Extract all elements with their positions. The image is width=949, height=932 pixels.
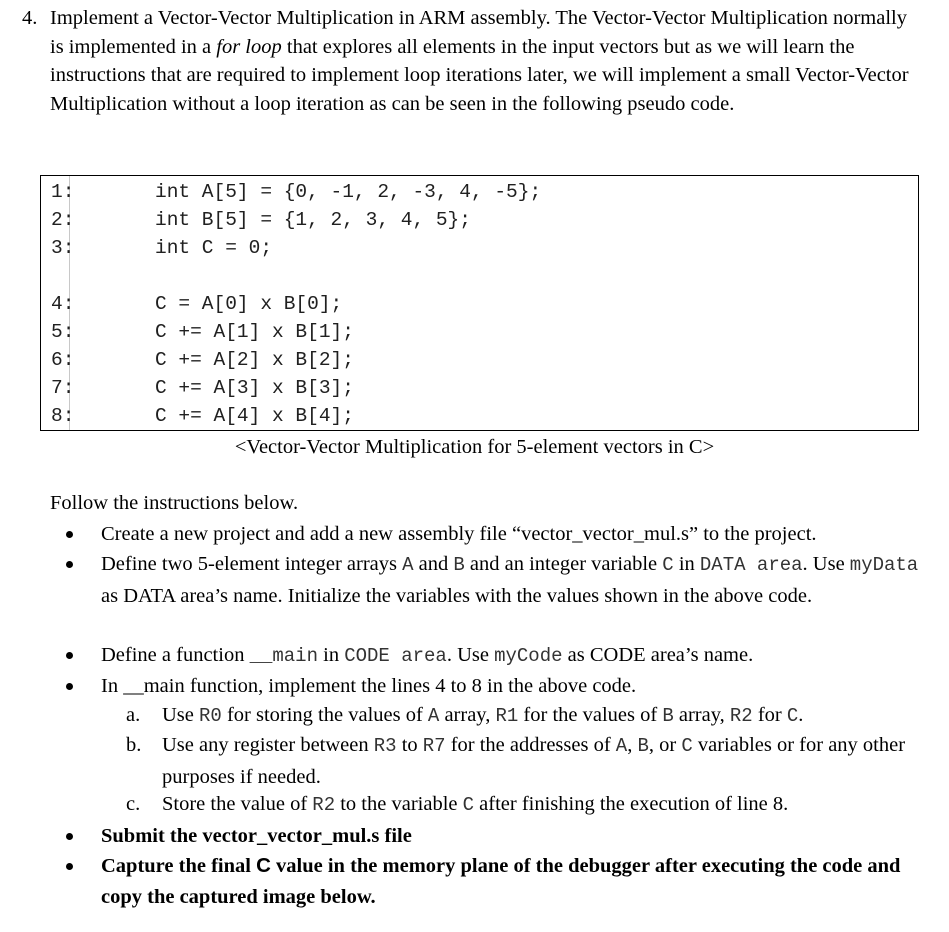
- line-number: 2:: [51, 209, 75, 231]
- sub-item-a: [126, 700, 922, 732]
- problem-text: [50, 4, 922, 118]
- code-line-5: [41, 318, 918, 346]
- text-part: and: [413, 553, 454, 575]
- bullet-icon: [66, 683, 73, 690]
- code-text: C = A[0] x B[0];: [155, 293, 343, 315]
- sub-marker: a.: [126, 704, 141, 726]
- code-token: C: [256, 854, 271, 877]
- text-part: . Use: [446, 644, 495, 666]
- text-part: for the addresses of: [445, 734, 616, 756]
- code-caption: <Vector-Vector Multiplication for 5-element vectors in C>: [234, 436, 715, 458]
- code-token: A: [427, 705, 440, 727]
- instruction-text: In __main function, implement the lines 4 to 8 in the above code.: [101, 675, 637, 697]
- code-token: R2: [729, 705, 753, 727]
- code-text: int B[5] = {1, 2, 3, 4, 5};: [155, 209, 471, 231]
- text-part: Use any register between: [162, 734, 374, 756]
- text-part: variables or for any other purposes if needed.: [162, 734, 906, 788]
- problem-text-part1: Implement a Vector-Vector Multiplication in ARM assembly. The Vector-Vector Multiplication normally is implemented in a: [50, 7, 907, 58]
- instruction-item-4: [101, 671, 921, 702]
- instruction-text: Submit the vector_vector_mul.s file: [101, 825, 412, 847]
- bullet-icon: [66, 531, 73, 538]
- code-token: __main: [249, 645, 318, 667]
- line-number: 6:: [51, 349, 75, 371]
- text-part: in: [673, 553, 700, 575]
- bullet-icon: [66, 561, 73, 568]
- text-part: in: [318, 644, 345, 666]
- text-part: array,: [673, 704, 730, 726]
- text-part: and an integer variable: [464, 553, 663, 575]
- text-part: ,: [627, 734, 638, 756]
- bullet-icon: [66, 833, 73, 840]
- code-token: myData: [849, 554, 919, 576]
- code-text: C += A[3] x B[3];: [155, 377, 354, 399]
- code-line-4: [41, 290, 918, 318]
- code-listing: [40, 175, 919, 431]
- code-token: C: [662, 554, 674, 576]
- code-token: R1: [495, 705, 519, 727]
- code-token: A: [615, 735, 628, 757]
- line-number: 8:: [51, 405, 75, 427]
- code-text: int C = 0;: [155, 237, 273, 259]
- code-line-2: [41, 206, 918, 234]
- bullet-icon: [66, 652, 73, 659]
- text-part: Define a function: [101, 644, 250, 666]
- text-part: for storing the values of: [221, 704, 428, 726]
- code-text: C += A[4] x B[4];: [155, 405, 354, 427]
- instruction-item-6: [101, 851, 921, 912]
- code-token: R0: [199, 705, 222, 727]
- bullet-icon: [66, 863, 73, 870]
- problem-text-part2: that explores all elements in the input vectors but as we will learn the instructions that are required to implement loop iterations later, we will implement a small Vector-Vector Multiplication without a loop iteration as can be seen in the following pseudo code.: [50, 35, 909, 115]
- text-part: Use: [162, 704, 200, 726]
- code-token: myCode: [494, 645, 563, 667]
- text-part: as DATA area’s name. Initialize the variables with the values shown in the above code.: [101, 584, 813, 607]
- code-token: B: [662, 705, 674, 727]
- text-part: , or: [648, 734, 682, 756]
- text-part: Store the value of: [162, 793, 313, 815]
- text-part: for the values of: [518, 704, 663, 726]
- code-token: B: [453, 554, 465, 576]
- text-part: .: [798, 704, 804, 726]
- code-token: R2: [312, 794, 336, 816]
- instruction-item-5: [101, 821, 921, 852]
- code-line-6: [41, 346, 918, 374]
- code-line-3: [41, 234, 918, 262]
- problem-number: 4.: [22, 7, 38, 29]
- text-part: value in the memory plane of the debugger after executing the code and copy the captured image below.: [101, 855, 901, 908]
- instruction-text: Create a new project and add a new assembly file “vector_vector_mul.s” to the project.: [101, 523, 817, 545]
- code-token: B: [637, 735, 649, 757]
- line-number: 4:: [51, 293, 75, 315]
- code-line-1: [41, 178, 918, 206]
- for-loop-emphasis: for loop: [216, 35, 282, 58]
- text-part: for: [752, 704, 787, 726]
- line-number: 5:: [51, 321, 75, 343]
- text-part: Capture the final: [101, 855, 257, 877]
- code-text: int A[5] = {0, -1, 2, -3, 4, -5};: [155, 181, 542, 203]
- code-token: C: [786, 705, 799, 727]
- line-number: 3:: [51, 237, 75, 259]
- text-part: array,: [439, 704, 496, 726]
- instruction-item-2: [101, 549, 921, 611]
- code-token: R7: [422, 735, 446, 757]
- text-part: Define two 5-element integer arrays: [101, 553, 403, 575]
- instruction-item-3: [101, 640, 921, 672]
- line-number: 7:: [51, 377, 75, 399]
- code-token: A: [402, 554, 414, 576]
- sub-marker: c.: [126, 793, 141, 815]
- sub-marker: b.: [126, 734, 142, 756]
- text-part: after finishing the execution of line 8.: [474, 793, 789, 815]
- text-part: to the variable: [335, 793, 463, 815]
- code-line-7: [41, 374, 918, 402]
- text-part: as CODE area’s name.: [562, 644, 754, 666]
- line-number: 1:: [51, 181, 75, 203]
- instruction-item-1: [101, 519, 921, 550]
- sub-item-b: [126, 730, 922, 792]
- sub-item-c: [126, 789, 922, 821]
- code-text: C += A[2] x B[2];: [155, 349, 354, 371]
- code-token: R3: [373, 735, 397, 757]
- code-token: C: [681, 735, 693, 757]
- instructions-intro: Follow the instructions below.: [50, 492, 299, 514]
- code-token: CODE area: [344, 645, 447, 667]
- code-text: C += A[1] x B[1];: [155, 321, 354, 343]
- code-token: DATA area: [699, 554, 803, 576]
- text-part: . Use: [802, 553, 850, 575]
- code-token: C: [462, 794, 475, 816]
- code-line-8: [41, 402, 918, 430]
- problem-statement: [22, 4, 922, 118]
- text-part: to: [396, 734, 423, 756]
